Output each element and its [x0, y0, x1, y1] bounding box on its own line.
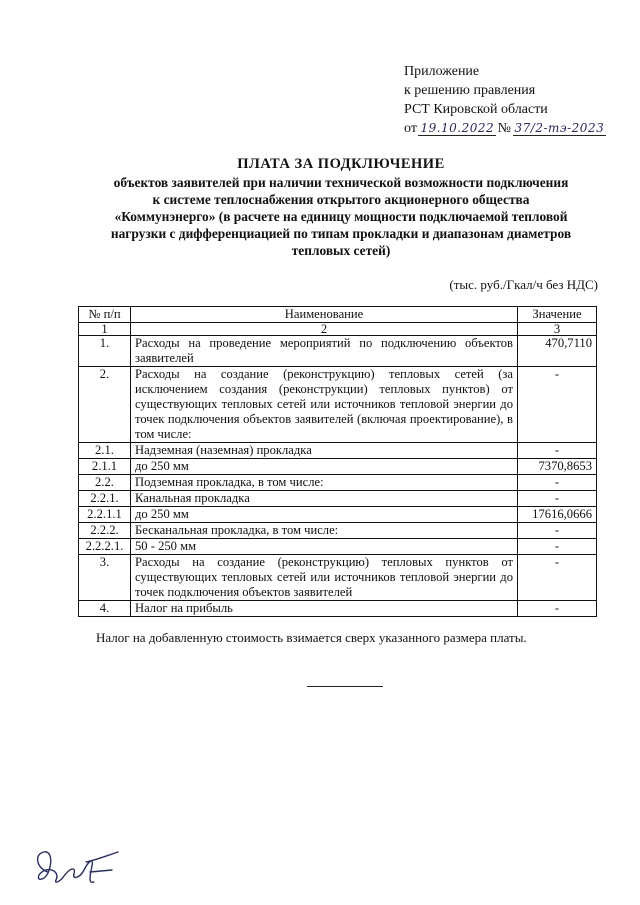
row-num: 2.2.1.1: [79, 507, 131, 523]
row-value: 7370,8653: [518, 459, 597, 475]
divider-rule: [307, 686, 383, 687]
row-name: Расходы на создание (реконструкцию) тепловых пунктов от существующих тепловых сетей или источников тепловой энергии до точек подключения объектов заявителей: [131, 555, 518, 601]
row-value: -: [518, 601, 597, 617]
row-num: 2.: [79, 367, 131, 443]
appendix-line-1: Приложение: [404, 64, 480, 79]
appendix-line-2: к решению правления: [404, 83, 536, 98]
header-value: Значение: [518, 307, 597, 323]
signature-scribble: [30, 842, 126, 890]
col-number-3: 3: [518, 323, 597, 336]
row-name: Расходы на создание (реконструкцию) тепловых сетей (за исключением создания (реконструкции) тепловых пунктов) от существующих тепловых сетей или источников тепловой энергии до точек подключения объектов заявителей (включая проектирование), в том числе:: [131, 367, 518, 443]
table-row: [79, 523, 597, 539]
row-value: -: [518, 523, 597, 539]
row-name: до 250 мм: [131, 507, 518, 523]
row-name: Канальная прокладка: [131, 491, 518, 507]
row-name: 50 - 250 мм: [131, 539, 518, 555]
table-row: [79, 491, 597, 507]
row-num: 4.: [79, 601, 131, 617]
vat-note: Налог на добавленную стоимость взимается сверх указанного размера платы.: [96, 630, 527, 645]
row-value: -: [518, 555, 597, 601]
table-row: [79, 475, 597, 491]
units-label: (тыс. руб./Гкал/ч без НДС): [449, 277, 598, 292]
decision-number: 37/2-тэ-2023: [515, 119, 605, 138]
row-name: Налог на прибыль: [131, 601, 518, 617]
row-value: -: [518, 491, 597, 507]
table-row: [79, 443, 597, 459]
row-name: Подземная прокладка, в том числе:: [131, 475, 518, 491]
row-value: 17616,0666: [518, 507, 597, 523]
row-num: 2.2.2.1.: [79, 539, 131, 555]
row-value: -: [518, 443, 597, 459]
table-row: [79, 601, 597, 617]
row-value: 470,7110: [518, 336, 597, 367]
decision-date: 19.10.2022: [420, 119, 494, 138]
col-number-2: 2: [131, 323, 518, 336]
page-subtitle: объектов заявителей при наличии технической возможности подключения к системе теплоснабжения открытого акционерного общества «Коммунэнерго» (в расчете на единицу мощности подключаемой тепловой нагрузки с дифференциацией по типам прокладки и диапазонам диаметров тепловых сетей): [110, 175, 572, 258]
row-name: до 250 мм: [131, 459, 518, 475]
signature: [30, 842, 126, 895]
row-num: 2.2.: [79, 475, 131, 491]
row-num: 2.2.2.: [79, 523, 131, 539]
row-value: -: [518, 367, 597, 443]
title-block: [110, 155, 572, 259]
row-num: 2.1.1: [79, 459, 131, 475]
row-num: 3.: [79, 555, 131, 601]
column-number-row: [79, 323, 597, 336]
row-num: 1.: [79, 336, 131, 367]
appendix-line-3: РСТ Кировской области: [404, 102, 548, 117]
table-row: [79, 336, 597, 367]
page-title: ПЛАТА ЗА ПОДКЛЮЧЕНИЕ: [237, 156, 445, 172]
table-row: [79, 507, 597, 523]
row-value: -: [518, 475, 597, 491]
fee-table: [78, 306, 597, 617]
table-header-row: [79, 307, 597, 323]
header-num: № п/п: [79, 307, 131, 323]
number-label: №: [497, 121, 512, 136]
appendix-date-line: [404, 119, 604, 138]
table-row: [79, 367, 597, 443]
table-row: [79, 539, 597, 555]
row-name: Расходы на проведение мероприятий по подключению объектов заявителей: [131, 336, 518, 367]
from-label: от: [404, 121, 417, 136]
row-num: 2.1.: [79, 443, 131, 459]
table-row: [79, 459, 597, 475]
row-value: -: [518, 539, 597, 555]
table-row: [79, 555, 597, 601]
header-name: Наименование: [131, 307, 518, 323]
row-num: 2.2.1.: [79, 491, 131, 507]
row-name: Бесканальная прокладка, в том числе:: [131, 523, 518, 539]
appendix-block: [404, 62, 604, 138]
row-name: Надземная (наземная) прокладка: [131, 443, 518, 459]
col-number-1: 1: [79, 323, 131, 336]
